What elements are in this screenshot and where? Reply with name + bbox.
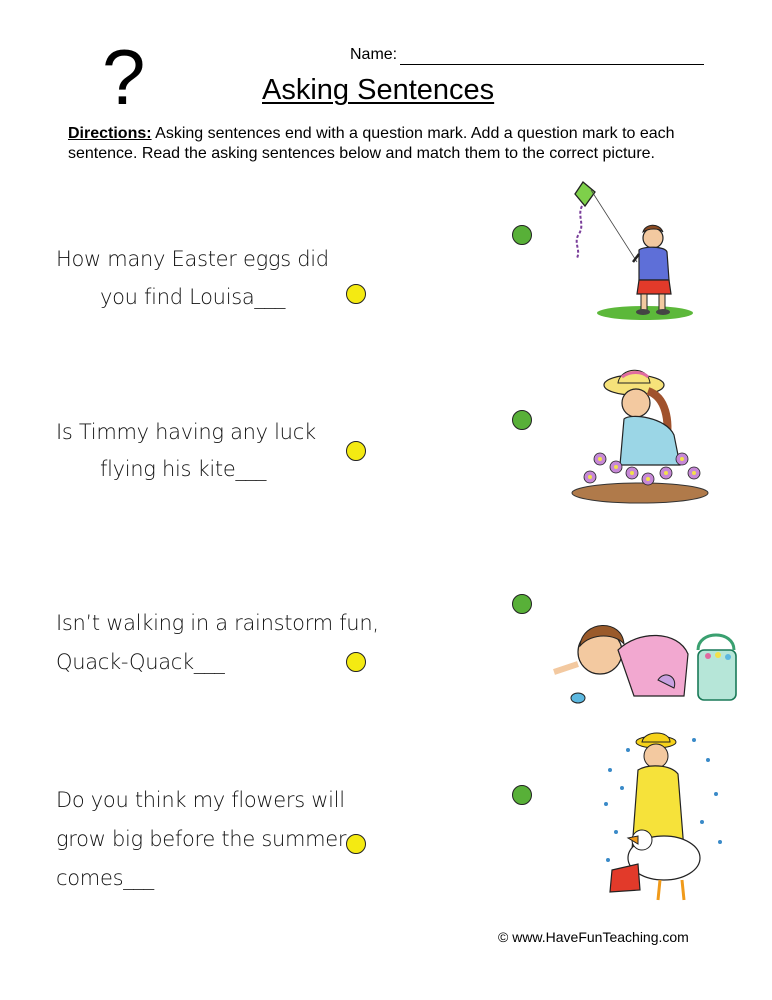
- sentence-2-match-dot[interactable]: [346, 441, 366, 461]
- picture-4-match-dot[interactable]: [512, 785, 532, 805]
- sentence-1-line-1: How many Easter eggs did: [56, 247, 329, 271]
- boy-flying-kite-icon: [555, 180, 695, 325]
- girl-planting-flowers-icon: [570, 355, 720, 505]
- picture-1-match-dot[interactable]: [512, 225, 532, 245]
- sentence-1-match-dot[interactable]: [346, 284, 366, 304]
- girl-finding-easter-eggs-icon: [548, 610, 748, 720]
- name-label: Name:: [350, 46, 398, 63]
- picture-3-match-dot[interactable]: [512, 594, 532, 614]
- sentence-3-match-dot[interactable]: [346, 652, 366, 672]
- directions-label: Directions:: [68, 125, 152, 142]
- sentence-4-line-1: Do you think my flowers will: [56, 788, 345, 812]
- sentence-4-line-2: grow big before the summer: [56, 827, 347, 851]
- directions-text: Asking sentences end with a question mark. Add a question mark to each sentence. Read the asking sentences below and match them to the correct picture.: [68, 125, 675, 162]
- name-field[interactable]: [400, 64, 704, 65]
- sentence-2-line-2: flying his kite___: [100, 457, 267, 481]
- question-mark-icon: ?: [102, 33, 146, 121]
- picture-2-match-dot[interactable]: [512, 410, 532, 430]
- sentence-3-line-2: Quack-Quack___: [56, 650, 225, 674]
- copyright-footer: © www.HaveFunTeaching.com: [498, 929, 689, 945]
- sentence-3-line-1: Isn’t walking in a rainstorm fun,: [56, 611, 379, 635]
- directions: [68, 124, 718, 164]
- sentence-1-line-2: you find Louisa___: [100, 285, 286, 309]
- sentence-4-match-dot[interactable]: [346, 834, 366, 854]
- sentence-4-line-3: comes___: [56, 866, 154, 890]
- sentence-2-line-1: Is Timmy having any luck: [56, 420, 316, 444]
- page-title: Asking Sentences: [262, 74, 495, 106]
- duck-in-rain-icon: [598, 730, 728, 915]
